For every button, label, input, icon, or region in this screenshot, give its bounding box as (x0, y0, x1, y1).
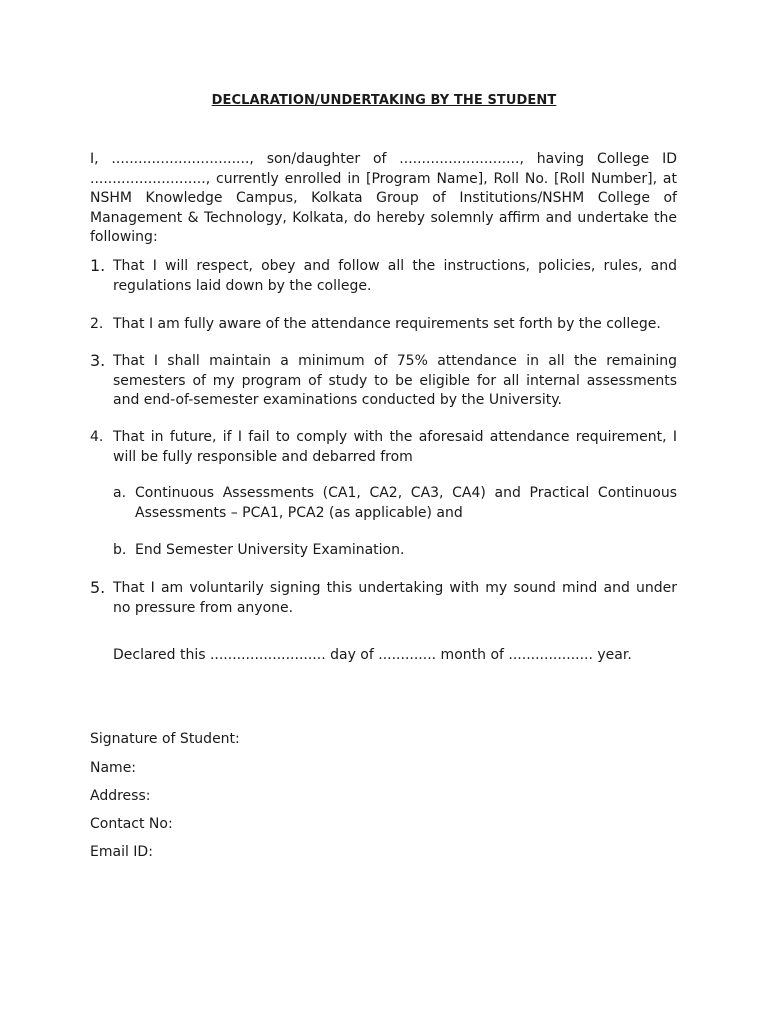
list-item-number: 3. (90, 351, 106, 370)
list-item-1 (90, 257, 677, 296)
list-item-text: That in future, if I fail to comply with the aforesaid attendance requirement, I will be fully responsible and debarred from (113, 429, 677, 465)
sub-item-b (113, 541, 677, 561)
document-title: DECLARATION/UNDERTAKING BY THE STUDENT (211, 93, 557, 108)
list-item-number: 1. (90, 256, 106, 275)
list-item-3 (90, 352, 677, 411)
list-item-text: That I am voluntarily signing this undertaking with my sound mind and under no pressure from anyone. (113, 580, 677, 616)
sub-item-a (113, 484, 677, 523)
signature-of-student-label: Signature of Student: (90, 731, 240, 747)
name-label: Name: (90, 760, 137, 776)
sub-item-text: End Semester University Examination. (135, 542, 405, 558)
sub-item-letter: a. (113, 485, 127, 501)
sub-item-text: Continuous Assessments (CA1, CA2, CA3, CA4) and Practical Continuous Assessments – PCA1, PCA2 (as applicable) and (135, 485, 677, 521)
list-item-4 (90, 428, 677, 467)
declaration-date-line: Declared this .......................... day of ............. month of ................... year. (113, 647, 632, 663)
list-item-text: That I am fully aware of the attendance requirements set forth by the college. (113, 316, 661, 332)
list-item-2 (90, 315, 677, 335)
list-item-text: That I will respect, obey and follow all the instructions, policies, rules, and regulations laid down by the college. (113, 258, 677, 294)
list-item-number: 2. (90, 316, 104, 332)
list-item-number: 5. (90, 578, 106, 597)
list-item-text: That I shall maintain a minimum of 75% attendance in all the remaining semesters of my program of study to be eligible for all internal assessments and end-of-semester examinations conducted by the University. (113, 353, 677, 408)
list-item-number: 4. (90, 429, 104, 445)
list-item-5 (90, 579, 677, 618)
sub-item-letter: b. (113, 542, 127, 558)
address-label: Address: (90, 788, 151, 804)
email-id-label: Email ID: (90, 844, 153, 860)
contact-no-label: Contact No: (90, 816, 173, 832)
intro-paragraph: I, ..............................., son/daughter of ..........................., having College ID .........................., currently enrolled in [Program Name], Roll No. [Roll Number], at NSHM Knowledge Campus, Kolkata Group of Institutions/NSHM College of Management & Technology, Kolkata, do hereby solemnly affirm and undertake the following: (90, 151, 677, 245)
